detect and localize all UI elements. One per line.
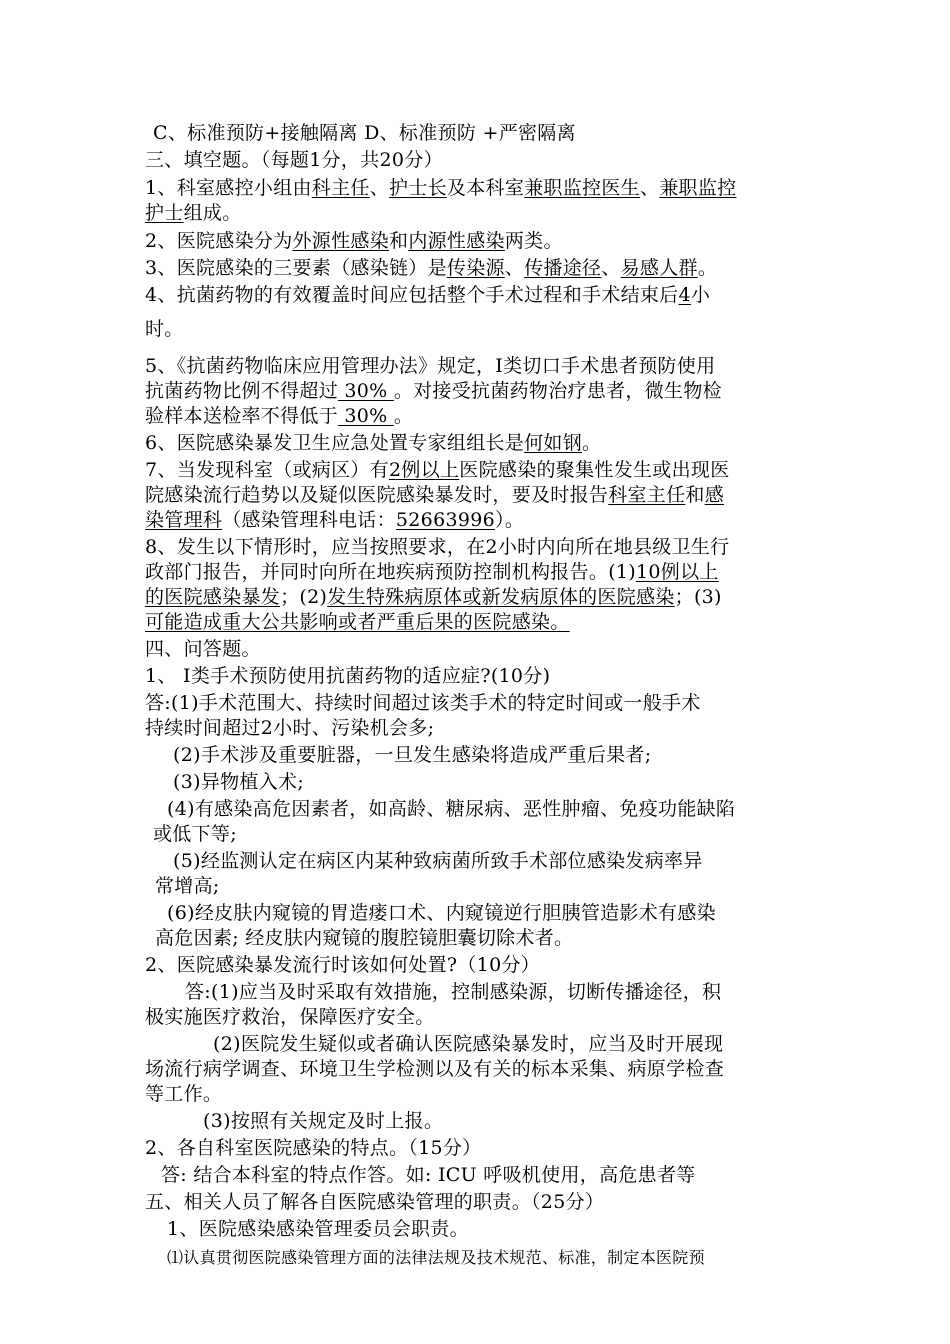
text-segment: (5)经监测认定在病区内某种致病菌所致手术部位感染发病率异	[173, 850, 703, 872]
text-segment: 6、医院感染暴发卫生应急处置专家组组长是	[145, 432, 525, 454]
underlined-answer: 护士	[145, 202, 184, 224]
underlined-answer: 4	[678, 284, 691, 306]
underlined-answer: 科室主任	[608, 484, 686, 506]
text-segment: 或低下等;	[153, 823, 237, 845]
text-line	[145, 379, 722, 404]
text-line	[185, 980, 721, 1005]
text-segment: (3)异物植入术;	[173, 771, 305, 793]
text-segment: 和	[389, 230, 409, 252]
underlined-answer: 52663996	[395, 509, 496, 531]
text-segment: 政部门报告，并同时向所在地疾病预防控制机构报告。(1)	[145, 561, 637, 583]
underlined-answer: 兼职监控医生	[524, 177, 640, 199]
text-line	[145, 508, 524, 533]
text-segment: ；(2)	[280, 586, 328, 608]
text-line	[145, 458, 730, 483]
text-line	[145, 1005, 435, 1030]
text-segment: 8、发生以下情形时，应当按照要求，在2小时内向所在地县级卫生行	[145, 536, 730, 558]
text-segment: 答:(1)应当及时采取有效措施，控制感染源，切断传播途径，积	[185, 981, 722, 1003]
text-segment: 组成。	[183, 202, 242, 224]
text-segment: 及本科室	[446, 177, 525, 199]
text-segment: (2)医院发生疑似或者确认医院感染暴发时，应当及时开展现	[213, 1033, 724, 1055]
underlined-answer: 传染源	[446, 257, 505, 279]
text-segment: 抗菌药物比例不得超过	[145, 380, 339, 402]
text-segment: 答: 结合本科室的特点作答。如: ICU 呼吸机使用，高危患者等	[161, 1164, 696, 1186]
text-segment: 、	[369, 177, 390, 199]
text-segment: ⑴认真贯彻医院感染管理方面的法律法规及技术规范、标准，制定本医院预	[167, 1248, 705, 1267]
text-segment: 。	[582, 432, 602, 454]
text-line	[145, 535, 729, 560]
text-line	[145, 148, 443, 173]
text-line	[145, 483, 724, 508]
text-line	[167, 901, 716, 926]
underlined-answer: 何如钢	[524, 432, 582, 454]
text-segment: 三、填空题。（每题1分，共20分）	[145, 149, 443, 171]
underlined-answer: 传播途径	[524, 257, 602, 279]
text-line	[145, 317, 184, 342]
text-segment: 持续时间超过2小时、污染机会多;	[145, 717, 435, 739]
text-segment: 、	[504, 257, 525, 279]
text-segment: 高危因素; 经皮肤内窥镜的腹腔镜胆囊切除术者。	[155, 927, 574, 949]
text-segment: 7、当发现科室（或病区）有	[145, 459, 389, 481]
text-line	[145, 610, 570, 635]
text-segment: (4)有感染高危因素者，如高龄、糖尿病、恶性肿瘤、免疫功能缺陷	[167, 798, 736, 820]
text-line	[145, 431, 601, 456]
text-segment: C、标准预防+接触隔离 D、标准预防 +严密隔离	[153, 122, 576, 144]
text-segment: 2、医院感染暴发流行时该如何处置?（10分）	[145, 954, 541, 976]
text-segment: 。对接受抗菌药物治疗患者，微生物检	[393, 380, 722, 402]
underlined-answer: 可能造成重大公共影响或者严重后果的医院感染。	[145, 611, 570, 633]
text-segment: 2、各自科室医院感染的特点。（15分）	[145, 1137, 482, 1159]
text-line	[145, 691, 701, 716]
text-line	[145, 229, 563, 254]
text-line	[145, 953, 540, 978]
text-line	[173, 770, 304, 795]
text-segment: ；(3)	[674, 586, 722, 608]
text-segment: (2)手术涉及重要脏器，一旦发生感染将造成严重后果者;	[173, 744, 652, 766]
text-segment: 小	[690, 284, 711, 306]
text-line	[145, 664, 550, 689]
underlined-answer: 内源性感染	[408, 230, 505, 252]
text-line	[213, 1032, 723, 1057]
underlined-answer: 外源性感染	[292, 230, 390, 252]
text-line	[145, 637, 261, 662]
text-line	[145, 404, 413, 429]
text-segment: 等工作。	[145, 1083, 223, 1105]
text-segment: 答:(1)手术范围大、持续时间超过该类手术的特定时间或一般手术	[145, 692, 701, 714]
text-line	[153, 121, 576, 146]
text-line	[203, 1109, 443, 1134]
text-segment: 常增高;	[155, 875, 220, 897]
text-line	[145, 354, 715, 379]
text-segment: ）。	[495, 509, 525, 531]
underlined-answer: 护士长	[389, 177, 447, 199]
underlined-answer: 易感人群	[620, 257, 698, 279]
text-segment: 院感染流行趋势以及疑似医院感染暴发时，要及时报告	[145, 484, 609, 506]
text-line	[145, 1082, 222, 1107]
text-segment: 验样本送检率不得低于	[145, 405, 339, 427]
text-line	[145, 1057, 724, 1082]
text-segment: 4、抗菌药物的有效覆盖时间应包括整个手术过程和手术结束后	[145, 284, 679, 306]
text-line	[145, 716, 434, 741]
text-line	[145, 1136, 481, 1161]
text-segment: 两类。	[504, 230, 563, 252]
underlined-answer: 感	[704, 484, 725, 506]
text-line	[145, 1190, 604, 1215]
underlined-answer: 10例以上	[636, 561, 719, 583]
text-segment: 3、医院感染的三要素（感染链）是	[145, 257, 447, 279]
underlined-answer: 兼职监控	[659, 177, 737, 199]
text-segment: 。	[393, 405, 414, 427]
text-line	[173, 743, 651, 768]
text-segment: 1、 Ⅰ类手术预防使用抗菌药物的适应症?(10分)	[145, 665, 551, 687]
text-segment: 四、问答题。	[145, 638, 261, 660]
text-line	[145, 176, 736, 201]
text-line	[173, 849, 703, 874]
text-segment: 和	[685, 484, 705, 506]
text-segment: 时。	[145, 318, 184, 340]
text-line	[167, 1245, 705, 1270]
underlined-answer: 发生特殊病原体或新发病原体的医院感染	[327, 586, 675, 608]
text-segment: 、	[601, 257, 621, 279]
underlined-answer: 30%	[338, 380, 394, 402]
text-line	[155, 926, 573, 951]
text-segment: 医院感染的聚集性发生或出现医	[459, 459, 730, 481]
text-line	[145, 283, 710, 308]
text-segment: 1、科室感控小组由	[145, 177, 312, 199]
text-segment: 极实施医疗救治，保障医疗安全。	[145, 1006, 435, 1028]
text-line	[145, 256, 717, 281]
text-line	[145, 201, 242, 226]
text-line	[145, 585, 722, 610]
text-segment: 、	[639, 177, 660, 199]
text-segment: (6)经皮肤内窥镜的胃造瘘口术、内窥镜逆行胆胰管造影术有感染	[167, 902, 716, 924]
text-segment: 1、医院感染感染管理委员会职责。	[167, 1218, 469, 1240]
text-segment: 5、《抗菌药物临床应用管理办法》规定，Ⅰ类切口手术患者预防使用	[145, 355, 716, 377]
text-segment: 2、医院感染分为	[145, 230, 293, 252]
text-segment: （感染管理科电话：	[222, 509, 396, 531]
text-segment: 场流行病学调查、环境卫生学检测以及有关的标本采集、病原学检查	[145, 1058, 725, 1080]
text-segment: 五、相关人员了解各自医院感染管理的职责。（25分）	[145, 1191, 605, 1213]
underlined-answer: 30%	[338, 405, 394, 427]
text-line	[153, 822, 237, 847]
text-segment: (3)按照有关规定及时上报。	[203, 1110, 444, 1132]
text-line	[155, 874, 220, 899]
text-segment: 。	[697, 257, 718, 279]
text-line	[145, 560, 719, 585]
underlined-answer: 的医院感染暴发	[145, 586, 281, 608]
text-line	[167, 797, 735, 822]
text-line	[161, 1163, 696, 1188]
underlined-answer: 2例以上	[389, 459, 460, 481]
text-line	[167, 1217, 469, 1242]
underlined-answer: 科主任	[311, 177, 370, 199]
underlined-answer: 染管理科	[145, 509, 223, 531]
